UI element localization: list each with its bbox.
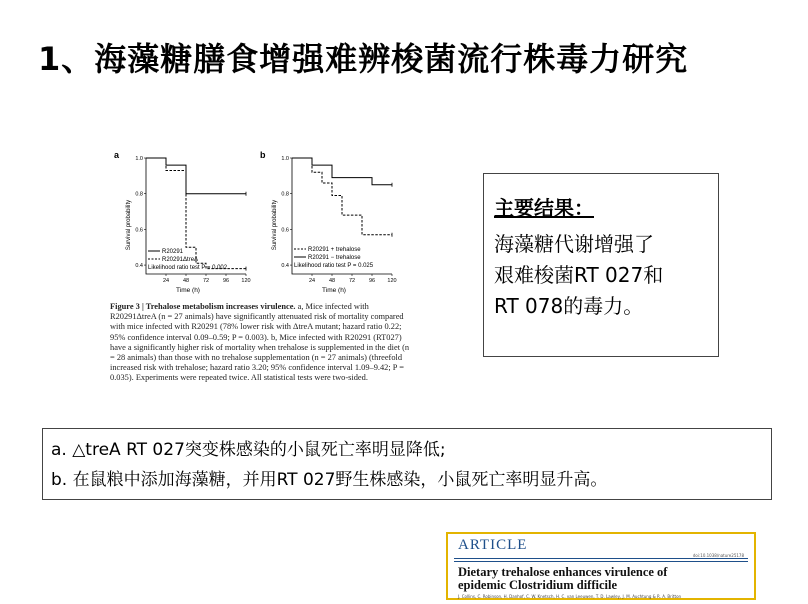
panel-a-ytick-label: 0.6 bbox=[135, 227, 143, 234]
panel-b-ytick-label: 0.8 bbox=[281, 191, 289, 198]
note-b: b. 在鼠粮中添加海藻糖，并用RT 027野生株感染，小鼠死亡率明显升高。 bbox=[51, 470, 608, 490]
panel-b-series-2 bbox=[292, 158, 392, 185]
figure-caption bbox=[110, 302, 410, 384]
article-title-line-1: Dietary trehalose enhances virulence of bbox=[458, 565, 668, 579]
panel-b-legend bbox=[294, 247, 374, 269]
panel-b-xtick-label: 120 bbox=[387, 278, 397, 284]
panel-a-ylabel: Survival probability bbox=[126, 199, 132, 251]
panel-b-xtick-label: 48 bbox=[328, 278, 336, 284]
panel-a-stat: Likelihood ratio test P = 0.002 bbox=[148, 265, 228, 271]
panel-b-xlabel: Time (h) bbox=[322, 287, 346, 294]
panel-b-ylabel: Survival probability bbox=[272, 199, 278, 251]
panel-a-ytick-label: 0.8 bbox=[135, 191, 143, 198]
panel-a-series-1 bbox=[146, 158, 246, 194]
panel-b-legend-1: R20291 + trehalose bbox=[308, 247, 361, 253]
article-title bbox=[458, 566, 667, 592]
article-authors: J. Collins, C. Robinson, H. Danhof, C. W. Knetsch, H. C. van Leeuwen, T. D. Lawley, J. M. Auchtung & R. A. Britton bbox=[458, 594, 682, 599]
results-line-3: RT 078的毒力。 bbox=[494, 294, 644, 318]
article-rule-2 bbox=[454, 561, 748, 562]
panel-a-ytick-label: 0.4 bbox=[135, 263, 143, 270]
panel-a-legend bbox=[148, 249, 228, 271]
panel-a bbox=[114, 150, 251, 294]
article-rule bbox=[454, 558, 748, 559]
panel-a-xtick-label: 24 bbox=[162, 278, 170, 284]
caption-body: a, Mice infected with R20291ΔtreA (n = 27 animals) have significantly attenuated risk of mortality compared with mice infected with R20291 (78% lower risk with ΔtreA mutant; hazard ratio 0.22; 95% confidence interval 0.09–0.59; P = 0.003). b, Mice infected with R20291 (RT027) have a significantly higher risk of mortality when trehalose is supplemented in the diet (n = 28 animals) than those with no trehalose supplementation (n = 27 animals) (threefold increased risk with trehalose; hazard ratio 3.20; 95% confidence interval 1.09–9.42; P = 0.035). Experiments were repeated twice. All statistical tests were two-sided. bbox=[110, 302, 410, 383]
panel-a-legend-2: R20291ΔtreA bbox=[162, 257, 199, 263]
article-ref: doi:10.1038/nature25178 bbox=[692, 553, 744, 558]
panel-b-ytick-label: 0.4 bbox=[281, 263, 289, 270]
results-title: 主要结果： bbox=[494, 196, 594, 220]
panel-b bbox=[260, 150, 397, 294]
results-line-2: 艰难梭菌RT 027和 bbox=[494, 263, 664, 287]
article-title-line-2: epidemic Clostridium difficile bbox=[458, 578, 618, 592]
panel-b-stat: Likelihood ratio test P = 0.025 bbox=[294, 263, 374, 269]
panel-a-xlabel: Time (h) bbox=[176, 287, 200, 294]
panel-a-xtick-label: 96 bbox=[222, 278, 230, 284]
article-header: ARTICLE bbox=[458, 537, 528, 553]
survival-figure bbox=[100, 140, 420, 300]
results-line-1: 海藻糖代谢增强了 bbox=[494, 232, 654, 256]
panel-b-xtick-label: 24 bbox=[308, 278, 316, 284]
panel-b-xtick-label: 72 bbox=[348, 278, 356, 284]
panel-b-series-1 bbox=[292, 158, 392, 235]
panel-b-label: b bbox=[260, 150, 266, 160]
panel-a-xtick-label: 48 bbox=[182, 278, 190, 284]
results-box bbox=[483, 173, 719, 357]
panel-b-xtick-label: 96 bbox=[368, 278, 376, 284]
notes-box bbox=[42, 428, 772, 500]
panel-b-ytick-label: 1.0 bbox=[281, 156, 289, 162]
panel-a-label: a bbox=[114, 150, 120, 160]
article-thumbnail bbox=[446, 532, 756, 600]
panel-a-ytick-label: 1.0 bbox=[135, 156, 143, 162]
panel-b-ytick-label: 0.6 bbox=[281, 227, 289, 234]
panel-a-xtick-label: 120 bbox=[241, 278, 251, 284]
slide-title: 1、海藻糖膳食增强难辨梭菌流行株毒力研究 bbox=[38, 40, 689, 78]
panel-a-legend-1: R20291 bbox=[162, 249, 184, 255]
panel-a-series-2 bbox=[146, 158, 246, 269]
panel-b-legend-2: R20291 − trehalose bbox=[308, 255, 361, 261]
panel-a-xtick-label: 72 bbox=[202, 278, 210, 284]
caption-heading: Figure 3 | Trehalose metabolism increases virulence. bbox=[110, 302, 296, 311]
note-a: a. △treA RT 027突变株感染的小鼠死亡率明显降低; bbox=[51, 440, 446, 460]
